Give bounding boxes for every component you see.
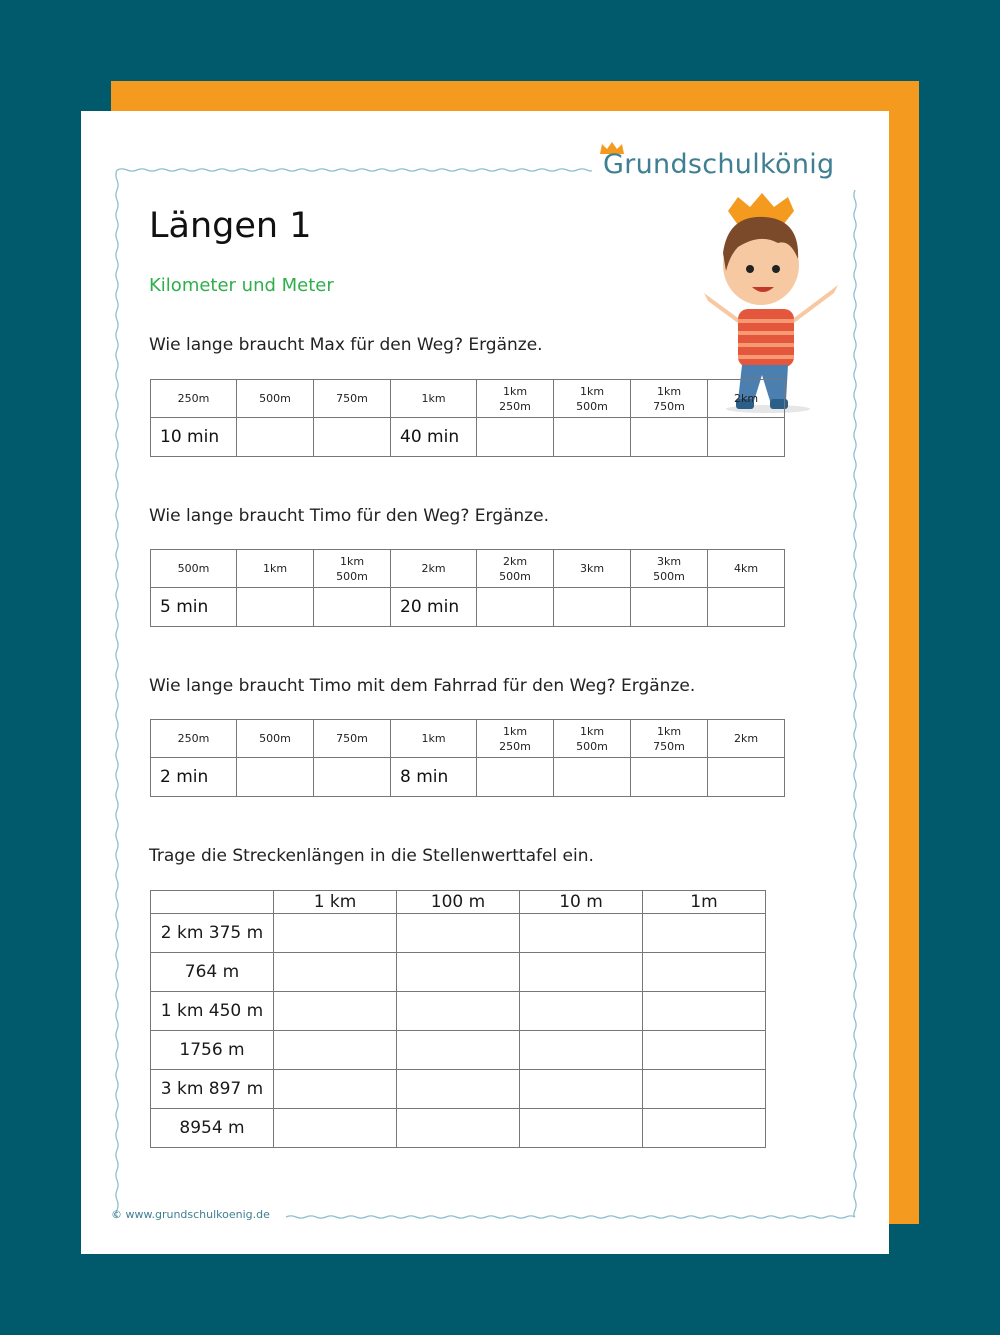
answer-cell[interactable] — [397, 1070, 520, 1109]
answer-cell[interactable] — [314, 758, 391, 797]
header-text: 1km 250m — [499, 724, 531, 753]
place-value-row — [151, 1070, 766, 1109]
answer-cell[interactable] — [643, 1070, 766, 1109]
header-cell — [237, 720, 314, 758]
answer-cell[interactable] — [708, 588, 785, 627]
header-cell — [554, 720, 631, 758]
row-label: 1 km 450 m — [151, 992, 274, 1031]
header-text: 500m — [259, 732, 291, 745]
task-2-table — [150, 549, 785, 627]
answer-cell[interactable] — [643, 1109, 766, 1148]
place-value-row — [151, 953, 766, 992]
answer-cell[interactable] — [520, 1109, 643, 1148]
task-3-prompt: Wie lange braucht Timo mit dem Fahrrad für den Weg? Ergänze. — [149, 676, 696, 696]
header-text: 1km 500m — [576, 724, 608, 753]
column-header: 1m — [643, 891, 766, 914]
header-cell — [151, 550, 237, 588]
answer-cell[interactable] — [274, 953, 397, 992]
header-text: 1km 250m — [499, 384, 531, 413]
place-value-row — [151, 992, 766, 1031]
answer-cell[interactable] — [631, 758, 708, 797]
header-cell — [554, 380, 631, 418]
answer-cell[interactable] — [520, 992, 643, 1031]
header-text: 3km 500m — [653, 554, 685, 583]
header-cell — [314, 720, 391, 758]
answer-cell[interactable] — [477, 418, 554, 457]
header-text: 2km 500m — [499, 554, 531, 583]
answer-cell: 5 min — [151, 588, 237, 627]
header-cell — [314, 550, 391, 588]
header-cell — [554, 550, 631, 588]
header-cell — [477, 380, 554, 418]
column-header: 10 m — [520, 891, 643, 914]
place-value-row — [151, 1031, 766, 1070]
answer-cell[interactable] — [554, 418, 631, 457]
row-label: 764 m — [151, 953, 274, 992]
header-cell — [631, 550, 708, 588]
header-text: 750m — [336, 392, 368, 405]
brand-logo: Grundschulkönig — [603, 149, 835, 180]
header-text: 1km 750m — [653, 384, 685, 413]
task-2-header-row — [151, 550, 785, 588]
answer-cell[interactable] — [631, 418, 708, 457]
header-cell — [391, 550, 477, 588]
place-value-row — [151, 1109, 766, 1148]
header-cell — [708, 550, 785, 588]
header-text: 1km 500m — [576, 384, 608, 413]
answer-cell[interactable] — [314, 418, 391, 457]
answer-cell[interactable] — [643, 992, 766, 1031]
header-text: 1km — [421, 732, 446, 745]
place-value-row — [151, 914, 766, 953]
header-cell — [391, 380, 477, 418]
column-header: 1 km — [274, 891, 397, 914]
answer-cell: 2 min — [151, 758, 237, 797]
answer-cell[interactable] — [520, 1031, 643, 1070]
header-text: 4km — [733, 562, 759, 575]
task-3-answer-row — [151, 758, 785, 797]
answer-cell[interactable] — [708, 758, 785, 797]
header-cell — [708, 720, 785, 758]
answer-cell[interactable] — [274, 992, 397, 1031]
answer-cell[interactable] — [643, 1031, 766, 1070]
header-cell — [237, 550, 314, 588]
header-text: 1km — [421, 392, 446, 405]
answer-cell[interactable] — [397, 1031, 520, 1070]
header-cell — [631, 720, 708, 758]
task-1-header-row — [151, 380, 785, 418]
row-label: 1756 m — [151, 1031, 274, 1070]
header-text: 2km — [733, 732, 759, 745]
answer-cell: 20 min — [391, 588, 477, 627]
header-cell — [151, 380, 237, 418]
header-cell — [237, 380, 314, 418]
answer-cell[interactable] — [520, 953, 643, 992]
header-text: 1km 750m — [653, 724, 685, 753]
page-title: Längen 1 — [149, 206, 312, 246]
header-text: 500m — [259, 392, 291, 405]
footer-copyright: © www.grundschulkoenig.de — [111, 1208, 270, 1221]
place-value-table — [150, 890, 766, 1148]
header-cell — [477, 550, 554, 588]
row-label: 8954 m — [151, 1109, 274, 1148]
task-1-prompt: Wie lange braucht Max für den Weg? Ergänze. — [149, 335, 543, 355]
answer-cell[interactable] — [274, 1109, 397, 1148]
answer-cell[interactable] — [520, 914, 643, 953]
task-3-table — [150, 719, 785, 797]
header-cell — [151, 720, 237, 758]
answer-cell[interactable] — [274, 914, 397, 953]
answer-cell[interactable] — [274, 1070, 397, 1109]
answer-cell[interactable] — [397, 1109, 520, 1148]
header-cell — [314, 380, 391, 418]
answer-cell[interactable] — [643, 953, 766, 992]
answer-cell[interactable] — [274, 1031, 397, 1070]
answer-cell[interactable] — [708, 418, 785, 457]
header-text: 2km — [733, 392, 759, 405]
answer-cell[interactable] — [477, 758, 554, 797]
column-header — [151, 891, 274, 914]
header-text: 1km 500m — [336, 554, 368, 583]
answer-cell[interactable] — [643, 914, 766, 953]
header-text: 500m — [177, 562, 210, 575]
row-label: 2 km 375 m — [151, 914, 274, 953]
answer-cell[interactable] — [397, 953, 520, 992]
answer-cell[interactable] — [397, 992, 520, 1031]
answer-cell[interactable] — [237, 758, 314, 797]
header-cell — [631, 380, 708, 418]
answer-cell[interactable] — [554, 758, 631, 797]
answer-cell[interactable] — [237, 588, 314, 627]
row-label: 3 km 897 m — [151, 1070, 274, 1109]
answer-cell: 10 min — [151, 418, 237, 457]
answer-cell[interactable] — [237, 418, 314, 457]
place-value-header-row — [151, 891, 766, 914]
answer-cell: 40 min — [391, 418, 477, 457]
task-2-answer-row — [151, 588, 785, 627]
header-cell — [708, 380, 785, 418]
task-1-table — [150, 379, 785, 457]
header-cell — [477, 720, 554, 758]
task-4-prompt: Trage die Streckenlängen in die Stellenwerttafel ein. — [149, 846, 594, 866]
answer-cell[interactable] — [554, 588, 631, 627]
header-text: 2km — [421, 562, 446, 575]
answer-cell[interactable] — [477, 588, 554, 627]
answer-cell: 8 min — [391, 758, 477, 797]
header-text: 3km — [579, 562, 605, 575]
worksheet — [81, 111, 889, 1254]
task-2-prompt: Wie lange braucht Timo für den Weg? Ergänze. — [149, 506, 549, 526]
answer-cell[interactable] — [397, 914, 520, 953]
task-3-header-row — [151, 720, 785, 758]
page-subtitle: Kilometer und Meter — [149, 275, 334, 296]
column-header: 100 m — [397, 891, 520, 914]
header-cell — [391, 720, 477, 758]
header-text: 250m — [177, 732, 210, 745]
header-text: 750m — [336, 732, 368, 745]
header-text: 1km — [262, 562, 288, 575]
header-text: 250m — [177, 392, 210, 405]
answer-cell[interactable] — [631, 588, 708, 627]
answer-cell[interactable] — [314, 588, 391, 627]
answer-cell[interactable] — [520, 1070, 643, 1109]
task-1-answer-row — [151, 418, 785, 457]
